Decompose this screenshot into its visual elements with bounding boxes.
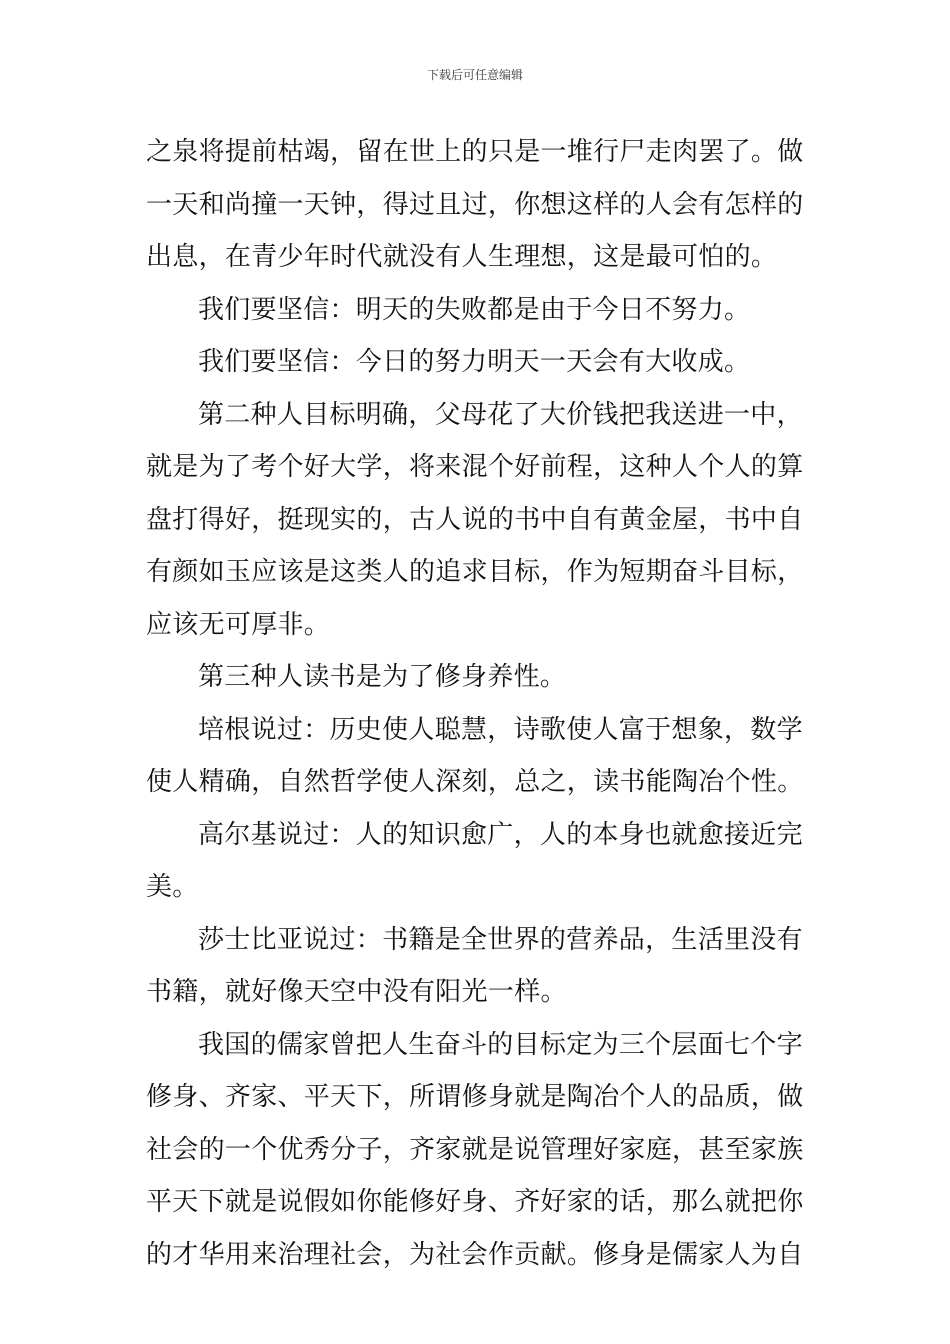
text-line: 平天下就是说假如你能修好身、齐好家的话，那么就把你 xyxy=(146,1187,804,1217)
text-line: 一天和尚撞一天钟，得过且过，你想这样的人会有怎样的 xyxy=(146,189,804,220)
text-line: 之泉将提前枯竭，留在世上的只是一堆行尸走肉罢了。做 xyxy=(146,137,804,167)
text-line: 应该无可厚非。 xyxy=(146,609,331,640)
paragraph-start-line: 高尔基说过：人的知识愈广，人的本身也就愈接近完 xyxy=(198,819,803,850)
text-line: 出息，在青少年时代就没有人生理想，这是最可怕的。 xyxy=(146,242,778,272)
paragraph-start-line: 我们要坚信：今日的努力明天一天会有大收成。 xyxy=(198,347,751,377)
text-line: 书籍，就好像天空中没有阳光一样。 xyxy=(146,977,567,1007)
text-line: 社会的一个优秀分子，齐家就是说管理好家庭，甚至家族 xyxy=(146,1134,804,1165)
paragraph-start-line: 培根说过：历史使人聪慧，诗歌使人富于想象，数学 xyxy=(198,714,803,745)
body-text xyxy=(146,126,810,1281)
paragraph-start-line: 我们要坚信：明天的失败都是由于今日不努力。 xyxy=(198,294,751,325)
text-line: 就是为了考个好大学，将来混个好前程，这种人个人的算 xyxy=(146,452,804,482)
page-header: 下载后可任意编辑 xyxy=(426,68,523,82)
text-line: 有颜如玉应该是这类人的追求目标，作为短期奋斗目标， xyxy=(146,557,804,587)
paragraph-start-line: 我国的儒家曾把人生奋斗的目标定为三个层面七个字 xyxy=(198,1029,803,1060)
paragraph-start-line: 莎士比亚说过：书籍是全世界的营养品，生活里没有 xyxy=(198,924,803,955)
text-line: 的才华用来治理社会，为社会作贡献。修身是儒家人为自 xyxy=(146,1239,804,1270)
text-line: 修身、齐家、平天下，所谓修身就是陶冶个人的品质，做 xyxy=(146,1082,804,1112)
paragraph-start-line: 第二种人目标明确，父母花了大价钱把我送进一中， xyxy=(198,399,803,430)
paragraph-start-line: 第三种人读书是为了修身养性。 xyxy=(198,662,567,692)
text-line: 美。 xyxy=(146,872,199,902)
text-line: 使人精确，自然哲学使人深刻，总之，读书能陶冶个性。 xyxy=(146,767,804,797)
text-line: 盘打得好，挺现实的，古人说的书中自有黄金屋，书中自 xyxy=(146,504,804,535)
